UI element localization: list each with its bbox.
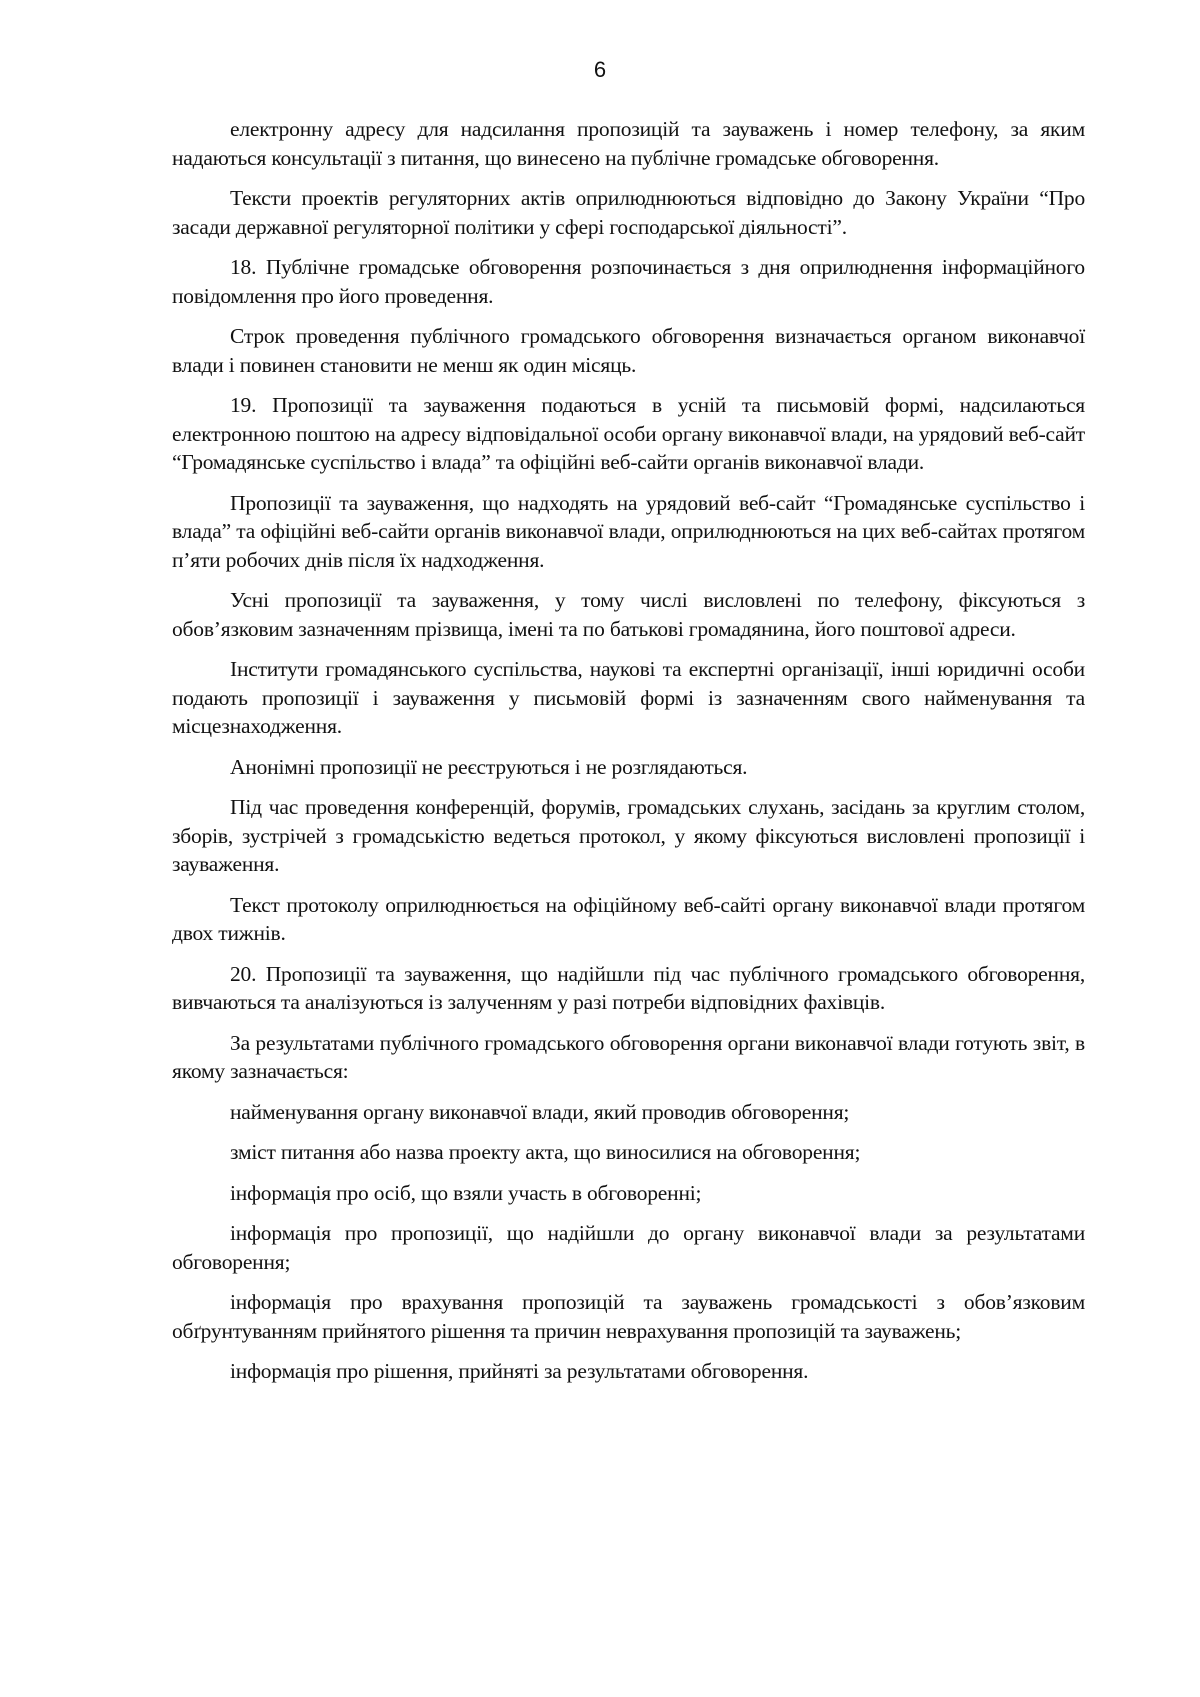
page-number: 6: [593, 57, 607, 82]
paragraph-oral-proposals: Усні пропозиції та зауваження, у тому числі висловлені по телефону, фіксуються з обов’язковим зазначенням прізвища, імені та по батькові громадянина, його поштової адреси.: [172, 588, 1085, 641]
paragraph-item-19: 19. Пропозиції та зауваження подаються в усній та письмовій формі, надсилаються електронною поштою на адресу відповідальної особи органу виконавчої влади, на урядовий веб-сайт “Громадянське суспільство і влада” та офіційні веб-сайти органів виконавчої влади.: [172, 393, 1085, 474]
paragraph-item-20: 20. Пропозиції та зауваження, що надійшли під час публічного громадського обговорення, вивчаються та аналізуються із залученням у разі потреби відповідних фахівців.: [172, 961, 1085, 1014]
paragraph-protocol: Під час проведення конференцій, форумів, громадських слухань, засідань за круглим столом, зборів, зустрічей з громадськістю ведеться протокол, у якому фіксуються висловлені пропозиції і зауваження.: [172, 795, 1085, 876]
paragraph-report-intro: За результатами публічного громадського обговорення органи виконавчої влади готують звіт, в якому зазначається:: [172, 1030, 1085, 1083]
paragraph-item-18: 18. Публічне громадське обговорення розпочинається з дня оприлюднення інформаційного повідомлення про його проведення.: [172, 255, 1085, 308]
paragraph-civil-institutions: Інститути громадянського суспільства, наукові та експертні організації, інші юридичні особи подають пропозиції і зауваження у письмовій формі із зазначенням свого найменування та місцезнаходження.: [172, 657, 1085, 738]
report-list-item: інформація про осіб, що взяли участь в обговоренні;: [230, 1180, 702, 1205]
report-list-item: зміст питання або назва проекту акта, що виносилися на обговорення;: [230, 1140, 861, 1164]
report-list-item: найменування органу виконавчої влади, який проводив обговорення;: [230, 1099, 850, 1124]
paragraph-discussion-period: Строк проведення публічного громадського обговорення визначається органом виконавчої влади і повинен становити не менш як один місяць.: [172, 324, 1085, 377]
paragraph-contact-info: електронну адресу для надсилання пропозицій та зауважень і номер телефону, за яким надаються консультації з питання, що винесено на публічне громадське обговорення.: [172, 117, 1085, 170]
document-body: [172, 115, 1085, 1398]
paragraph-protocol-publication: Текст протоколу оприлюднюється на офіційному веб-сайті органу виконавчої влади протягом двох тижнів.: [172, 892, 1085, 945]
report-list-item: інформація про рішення, прийняті за результатами обговорення.: [230, 1359, 809, 1383]
report-list-item: інформація про пропозиції, що надійшли до органу виконавчої влади за результатами обговорення;: [172, 1221, 1085, 1274]
paragraph-website-publication: Пропозиції та зауваження, що надходять на урядовий веб-сайт “Громадянське суспільство і влада” та офіційні веб-сайти органів виконавчої влади, оприлюднюються на цих веб-сайтах протягом п’яти робочих днів після їх надходження.: [172, 490, 1085, 572]
paragraph-regulatory-acts: Тексти проектів регуляторних актів оприлюднюються відповідно до Закону України “Про засади державної регуляторної політики у сфері господарської діяльності”.: [172, 186, 1085, 239]
paragraph-anonymous: Анонімні пропозиції не реєструються і не розглядаються.: [230, 754, 748, 779]
report-list-item: інформація про врахування пропозицій та зауважень громадськості з обов’язковим обґрунтуванням прийнятого рішення та причин неврахування пропозицій та зауважень;: [172, 1290, 1085, 1343]
